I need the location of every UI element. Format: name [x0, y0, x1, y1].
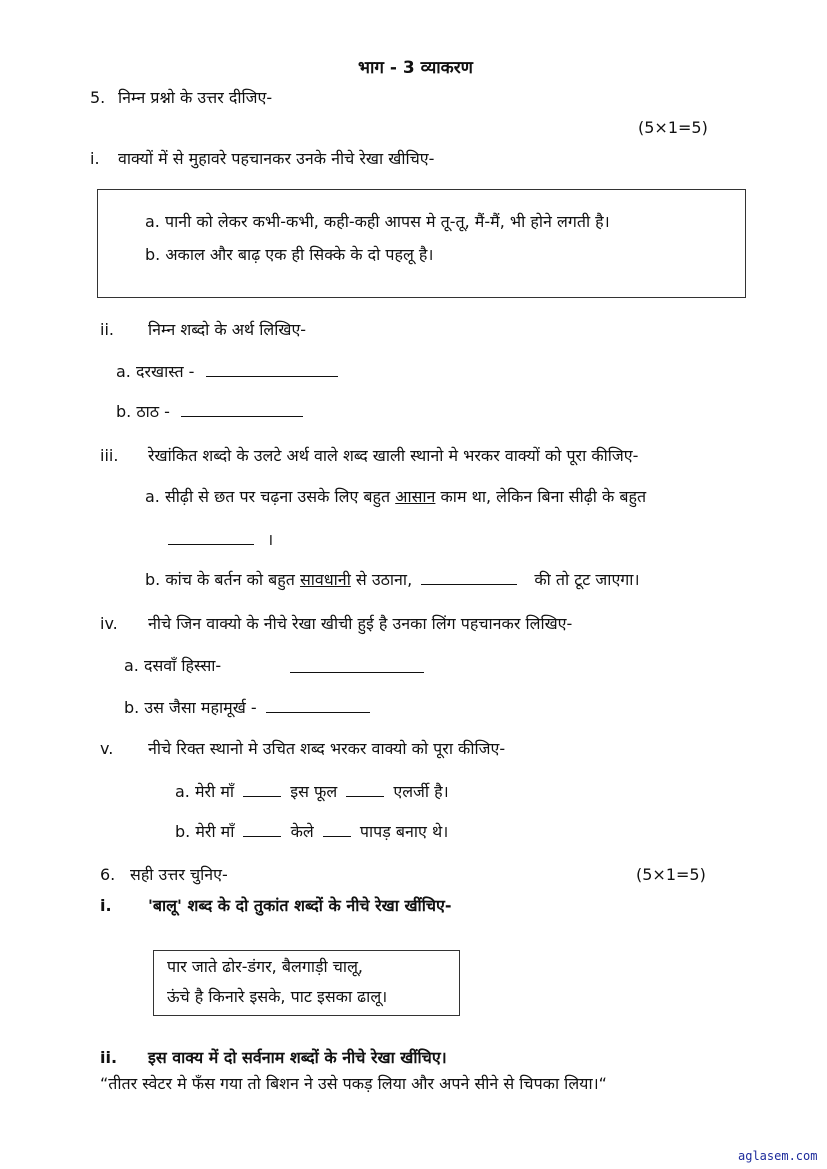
q6-ii-num: ii.: [100, 1048, 118, 1067]
answer-blank[interactable]: [206, 362, 338, 377]
q5-i-box: [97, 189, 746, 298]
q5-ii-num: ii.: [100, 320, 114, 339]
q5-i-num: i.: [90, 149, 100, 168]
q5-i-text: वाक्यों में से मुहावरे पहचानकर उनके नीचे रेखा खीचिए-: [118, 149, 435, 168]
q6-i-text: 'बालू' शब्द के दो तुकांत शब्दों के नीचे रेखा खींचिए-: [148, 896, 452, 915]
answer-blank[interactable]: [323, 822, 351, 837]
q5-iii-b: [145, 570, 640, 590]
q5-v-a: [175, 782, 449, 802]
q5-iii-text: रेखांकित शब्दो के उलटे अर्थ वाले शब्द खाली स्थानो मे भरकर वाक्यों को पूरा कीजिए-: [148, 446, 639, 465]
answer-blank[interactable]: [266, 698, 370, 713]
q5-iii-a: [145, 487, 646, 507]
q6-label: 6.: [100, 865, 116, 884]
q5-iv-text: नीचे जिन वाक्यो के नीचे रेखा खीची हुई है उनका लिंग पहचानकर लिखिए-: [148, 614, 573, 633]
q5-v-a-part1: a. मेरी माँ: [175, 782, 235, 801]
poem-line-1: पार जाते ढोर-डंगर, बैलगाड़ी चालू,: [167, 957, 364, 976]
underlined-word: आसान: [395, 487, 436, 506]
q5-iv-b: [124, 698, 370, 718]
answer-blank[interactable]: [181, 402, 303, 417]
section-title: भाग - 3 व्याकरण: [358, 58, 473, 78]
q5-i-b: b. अकाल और बाढ़ एक ही सिक्के के दो पहलू है।: [145, 245, 434, 264]
q5-v-a-part2: इस फूल: [290, 782, 338, 801]
q5-text: निम्न प्रश्नो के उत्तर दीजिए-: [118, 88, 273, 107]
q5-marks: (5×1=5): [638, 118, 708, 137]
q6-text: सही उत्तर चुनिए-: [130, 865, 228, 884]
poem-line-2: ऊंचे है किनारे इसके, पाट इसका ढालू।: [167, 987, 388, 1006]
answer-blank[interactable]: [290, 658, 424, 673]
q5-v-num: v.: [100, 739, 114, 758]
q5-ii-a: [116, 362, 338, 382]
answer-blank[interactable]: [421, 570, 517, 585]
q5-iii-b-pre: b. कांच के बर्तन को बहुत: [145, 570, 300, 589]
q5-v-text: नीचे रिक्त स्थानो मे उचित शब्द भरकर वाक्यो को पूरा कीजिए-: [148, 739, 506, 758]
q5-iii-a-cont: [168, 530, 273, 550]
q5-ii-text: निम्न शब्दो के अर्थ लिखिए-: [148, 320, 307, 339]
answer-blank[interactable]: [168, 530, 254, 545]
q5-iv-a: a. दसवाँ हिस्सा-: [124, 656, 222, 675]
q6-i-num: i.: [100, 896, 112, 915]
q5-i-a: a. पानी को लेकर कभी-कभी, कही-कही आपस मे तू-तू, मैं-मैं, भी होने लगती है।: [145, 212, 610, 231]
q5-iv-num: iv.: [100, 614, 118, 633]
q5-iii-b-post: की तो टूट जाएगा।: [534, 570, 640, 589]
q5-ii-b: [116, 402, 303, 422]
q6-ii-quote: “तीतर स्वेटर मे फँस गया तो बिशन ने उसे पकड़ लिया और अपने सीने से चिपका लिया।“: [100, 1074, 607, 1093]
q5-v-b-part2: केले: [290, 822, 314, 841]
q6-ii-text: इस वाक्य में दो सर्वनाम शब्दों के नीचे रेखा खींचिए।: [148, 1048, 447, 1067]
q5-v-b: [175, 822, 448, 842]
q5-v-b-part3: पापड़ बनाए थे।: [359, 822, 449, 841]
q5-iii-a-pre: a. सीढ़ी से छत पर चढ़ना उसके लिए बहुत: [145, 487, 396, 506]
answer-blank[interactable]: [346, 782, 384, 797]
q5-label: 5.: [90, 88, 106, 107]
q5-iii-a-end: ।: [267, 530, 274, 549]
answer-blank[interactable]: [243, 782, 281, 797]
q5-v-a-part3: एलर्जी है।: [393, 782, 449, 801]
q6-marks: (5×1=5): [636, 865, 706, 884]
q5-ii-b-label: b. ठाठ -: [116, 402, 170, 421]
q5-iv-b-label: b. उस जैसा महामूर्ख -: [124, 698, 257, 717]
q5-iii-a-post: काम था, लेकिन बिना सीढ़ी के बहुत: [435, 487, 647, 506]
q5-v-b-part1: b. मेरी माँ: [175, 822, 235, 841]
answer-blank[interactable]: [243, 822, 281, 837]
q5-iii-b-mid: से उठाना,: [350, 570, 413, 589]
q5-ii-a-label: a. दरखास्त -: [116, 362, 195, 381]
watermark: aglasem.com: [738, 1149, 818, 1163]
underlined-word: सावधानी: [299, 570, 351, 589]
q5-iii-num: iii.: [100, 446, 119, 465]
